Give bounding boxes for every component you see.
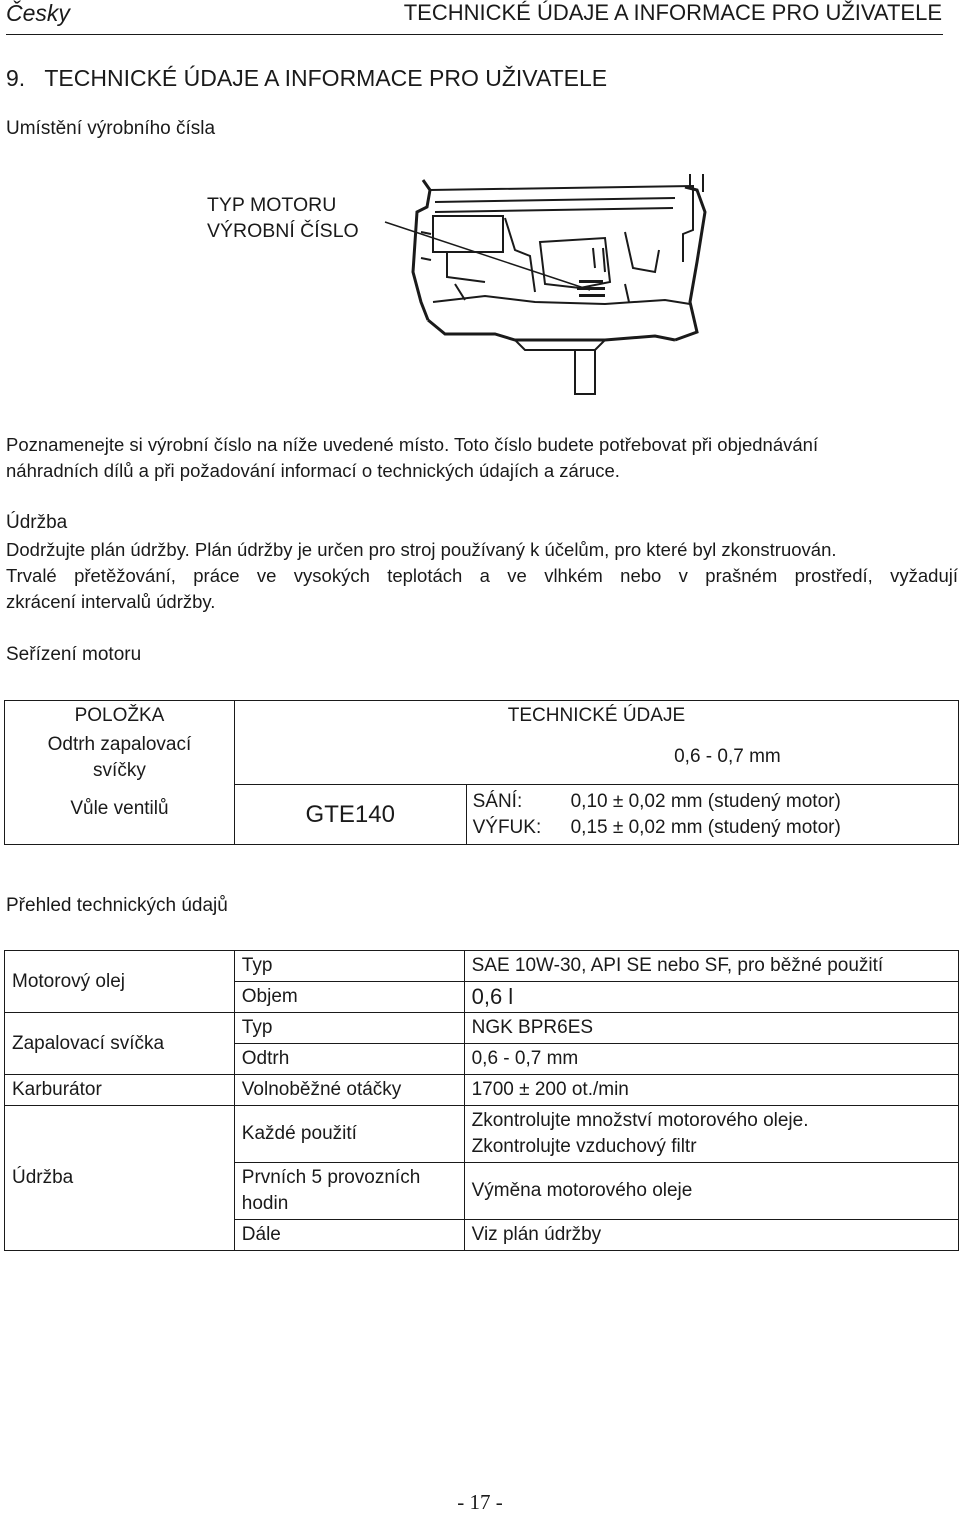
carb-idle-value: 1700 ± 200 ot./min <box>464 1075 958 1106</box>
plug-gap-label: Odtrh <box>234 1044 464 1075</box>
exhaust-label: VÝFUK: <box>472 816 542 838</box>
exhaust-value: 0,15 ± 0,02 mm (studený motor) <box>570 816 841 838</box>
valve-clearance-item: Vůle ventilů <box>5 785 235 845</box>
header-title: TECHNICKÉ ÚDAJE A INFORMACE PRO UŽIVATELE <box>403 0 942 25</box>
serial-number-label: VÝROBNÍ ČÍSLO <box>207 220 359 242</box>
maint-each-value <box>464 1106 958 1163</box>
spark-plug-gap-spec: 0,6 - 0,7 mm <box>234 731 958 785</box>
table-row <box>5 731 959 785</box>
maintenance-line3: zkrácení intervalů údržby. <box>6 591 216 612</box>
col-item-header: POLOŽKA <box>5 701 235 731</box>
intake-label: SÁNÍ: <box>472 790 523 812</box>
table-row <box>5 1106 959 1163</box>
plug-gap-value: 0,6 - 0,7 mm <box>464 1044 958 1075</box>
plug-type-label: Typ <box>234 1013 464 1044</box>
engine-adjustment-table <box>4 700 959 845</box>
overview-table <box>4 950 959 1251</box>
table-row <box>5 1075 959 1106</box>
table-row <box>5 951 959 982</box>
section-number: 9. <box>6 65 26 91</box>
plug-type-value: NGK BPR6ES <box>464 1013 958 1044</box>
intake-row <box>473 789 958 815</box>
maint-each-value-line1: Zkontrolujte množství motorového oleje. <box>471 1110 809 1131</box>
header-language: Česky <box>6 0 70 26</box>
maint-then-label: Dále <box>234 1220 464 1251</box>
oil-type-value: SAE 10W-30, API SE nebo SF, pro běžné použití <box>464 951 958 982</box>
engine-type-label: TYP MOTORU <box>207 194 337 216</box>
page-number: - 17 - <box>457 1490 503 1514</box>
exhaust-row <box>473 815 958 841</box>
maint-label: Údržba <box>5 1106 235 1251</box>
model-cell: GTE140 <box>234 785 466 845</box>
col-spec-header: TECHNICKÉ ÚDAJE <box>234 701 958 731</box>
maint-then-value: Viz plán údržby <box>464 1220 958 1251</box>
table-header-row <box>5 701 959 731</box>
serial-location-heading: Umístění výrobního čísla <box>6 118 216 139</box>
maintenance-line2: Trvalé přetěžování, práce ve vysokých teplotách a ve vlhkém nebo v prašném prostředí, vyžadují <box>6 565 958 586</box>
overview-heading: Přehled technických údajů <box>6 895 228 916</box>
section-title-text: TECHNICKÉ ÚDAJE A INFORMACE PRO UŽIVATELE <box>44 65 608 91</box>
spark-plug-gap-label: Odtrh zapalovací svíčky <box>47 733 192 781</box>
header-divider <box>6 34 943 35</box>
intake-value: 0,10 ± 0,02 mm (studený motor) <box>570 790 841 812</box>
spark-plug-gap-item <box>5 731 235 785</box>
valve-clearance-spec <box>466 785 958 845</box>
engine-adjustment-heading: Seřízení motoru <box>6 644 142 665</box>
table-row <box>5 785 959 845</box>
table-row <box>5 1013 959 1044</box>
carb-idle-label: Volnoběžné otáčky <box>234 1075 464 1106</box>
maint-each-label: Každé použití <box>234 1106 464 1163</box>
maint-first-value: Výměna motorového oleje <box>464 1163 958 1220</box>
maintenance-heading: Údržba <box>6 512 68 533</box>
carb-label: Karburátor <box>5 1075 235 1106</box>
serial-note-line2: náhradních dílů a při požadování informací o technických údajích a záruce. <box>6 460 620 481</box>
maint-first-label: Prvních 5 provozních hodin <box>234 1163 464 1220</box>
section-title <box>6 65 607 92</box>
oil-volume-label: Objem <box>234 982 464 1013</box>
oil-type-label: Typ <box>234 951 464 982</box>
oil-label: Motorový olej <box>5 951 235 1013</box>
maintenance-line1: Dodržujte plán údržby. Plán údržby je určen pro stroj používaný k účelům, pro které byl zkonstruován. <box>6 539 837 560</box>
serial-note-line1: Poznamenejte si výrobní číslo na níže uvedené místo. Toto číslo budete potřebovat při objednávání <box>6 434 819 455</box>
plug-label: Zapalovací svíčka <box>5 1013 235 1075</box>
maint-each-value-line2: Zkontrolujte vzduchový filtr <box>471 1136 697 1157</box>
oil-volume-value: 0,6 l <box>464 982 958 1013</box>
